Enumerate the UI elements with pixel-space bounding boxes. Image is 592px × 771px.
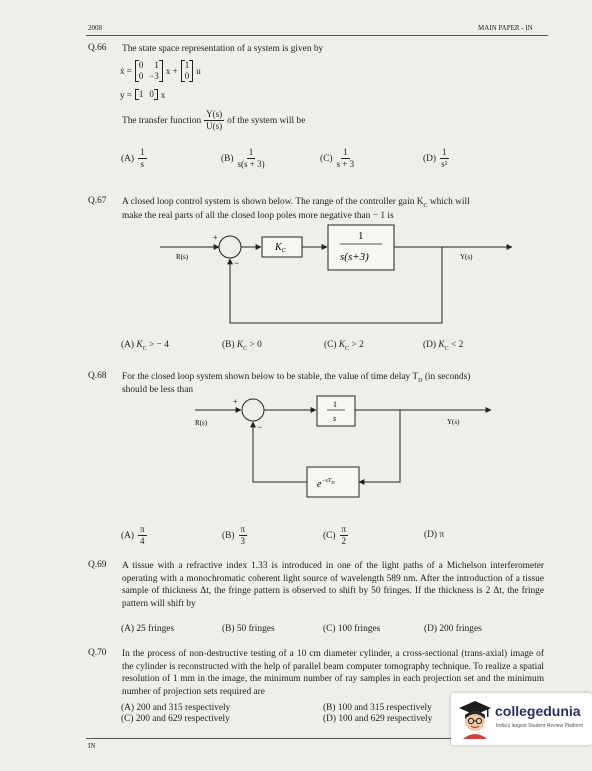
q70-option-c[interactable]: (C) 200 and 629 respectively — [121, 714, 230, 724]
paper-code: MAIN PAPER - IN — [478, 24, 533, 32]
q66-option-c[interactable]: (C) $\frac{1}{s + 3}$ — [320, 147, 355, 169]
q67-option-a[interactable]: (A) $K_C$ > − 4 — [121, 340, 169, 352]
q70-option-b[interactable]: (B) 100 and 315 respectively — [323, 703, 432, 713]
q67-output-label: Y(s) — [460, 253, 473, 261]
q67-option-b[interactable]: (B) $K_C > 0$ — [222, 340, 262, 352]
q68-output-label: Y(s) — [447, 418, 460, 426]
q69-option-d[interactable]: (D) 200 fringes — [424, 624, 482, 634]
q66-tf-fraction: $\frac{Y(s)}{U(s)}$ — [206, 109, 223, 131]
q67-number: Q.67 — [88, 196, 107, 206]
q68-option-b[interactable]: (B) $\frac{\pi}{3}$ — [222, 524, 246, 546]
q69-option-b[interactable]: (B) 50 fringes — [222, 624, 275, 634]
q67-plus-sign: + — [213, 233, 218, 242]
q67-option-c[interactable]: (C) $K_C > 2$ — [324, 340, 364, 352]
q68-delay-label: $e^{-sT}_D$ — [317, 478, 335, 490]
footer-rule — [86, 738, 454, 739]
q68-line2: should be less than — [122, 385, 194, 395]
q70-option-a[interactable]: (A) 200 and 315 respectively — [121, 703, 231, 713]
footer-code: IN — [88, 742, 96, 750]
q68-plus-sign: + — [233, 397, 238, 406]
q66-matrix-c: 1 0 — [135, 89, 158, 100]
q66-state-equation — [120, 60, 201, 82]
q67-line1: A closed loop control system is shown below. The range of the controller gain $K_C$ which will — [122, 197, 470, 209]
q68-minus-sign: − — [257, 422, 263, 432]
q66-transfer-line: The transfer function $\frac{Y(s)}{U(s)}$ of the system will be — [122, 109, 306, 131]
q68-forward-num: 1 — [333, 400, 337, 409]
q70-option-d[interactable]: (D) 100 and 629 respectively — [323, 714, 433, 724]
q67-option-d[interactable]: (D) $K_C < 2$ — [423, 340, 464, 352]
q66-x-plus: x + — [165, 66, 178, 76]
q66-number: Q.66 — [88, 43, 107, 53]
q69-number: Q.69 — [88, 560, 107, 570]
q66-option-a[interactable]: (A) $\frac{1}{s}$ — [121, 147, 145, 169]
q68-option-d[interactable]: (D) π — [424, 530, 445, 540]
q66-y-tail: x — [160, 89, 166, 100]
q68-forward-den: s — [333, 414, 337, 423]
q67-minus-sign: − — [234, 258, 240, 268]
q67-line2: make the real parts of all the closed loop poles more negative than − 1 is — [122, 211, 394, 221]
q70-number: Q.70 — [88, 648, 107, 658]
q68-number: Q.68 — [88, 371, 107, 381]
q67-block-diagram — [160, 220, 520, 330]
q68-option-c[interactable]: (C) $\frac{\pi}{2}$ — [323, 524, 347, 546]
q66-u: u — [196, 66, 201, 76]
q69-text: A tissue with a refractive index 1.33 is introduced in one of the light paths of a Michelson interferometer operating with a monochromatic coherent light source of wavelength 589 nm. After the introduction of a tissue sample of thickness Δt, the fringe pattern is observed to shift by 50 fringes. If the thickness is 2 Δt, the fringe pattern will shift by — [122, 561, 544, 609]
q66-text: The state space representation of a system is given by — [122, 44, 324, 54]
q66-matrix-b: 1 0 — [181, 60, 194, 82]
q66-xdot: ẋ = — [120, 66, 132, 76]
q67-summing-junction — [219, 236, 241, 258]
q66-y: y = — [120, 89, 132, 100]
q67-gain-label: $K_C$ — [275, 242, 286, 254]
page-year: 2008 — [88, 24, 102, 32]
q67-input-label: R(s) — [176, 253, 189, 261]
q66-option-d[interactable]: (D) $\frac{1}{\text{s²}}$ — [423, 147, 448, 169]
collegedunia-watermark[interactable] — [451, 693, 592, 745]
q68-input-label: R(s) — [195, 419, 208, 427]
brand-tagline: India's largest Student Review Platform — [496, 723, 584, 729]
graduate-avatar-icon — [457, 699, 493, 739]
q67-gain-block — [262, 237, 302, 257]
q66-output-equation — [120, 89, 165, 100]
q68-block-diagram — [195, 392, 495, 522]
q67-plant-num: 1 — [358, 230, 364, 242]
brand-name: collegedunia — [495, 703, 581, 719]
q67-plant-den: s(s+3) — [340, 251, 369, 263]
q69-option-a[interactable]: (A) 25 fringes — [121, 624, 175, 634]
q66-option-b[interactable]: (B) $\frac{1}{s(s + 3)}$ — [221, 147, 265, 169]
q68-line1: For the closed loop system shown below to be stable, the value of time delay $T_D$ (in seconds) — [122, 372, 471, 384]
header-rule — [86, 35, 548, 36]
q68-summing-junction — [242, 399, 264, 421]
q66-matrix-a: 0 1 0 −3 — [135, 60, 163, 82]
q70-text: In the process of non-destructive testing of a 10 cm diameter cylinder, a cross-sectional (trans-axial) image of the cylinder is reconstructed with the help of parallel beam computer tomography technique. To realize a spatial resolution of 1 mm in the image, the minimum number of ray samples in each projection set and the minimum number of projection sets required are — [122, 649, 544, 697]
q68-option-a[interactable]: (A) $\frac{\pi}{4}$ — [121, 524, 145, 546]
q69-option-c[interactable]: (C) 100 fringes — [323, 624, 381, 634]
